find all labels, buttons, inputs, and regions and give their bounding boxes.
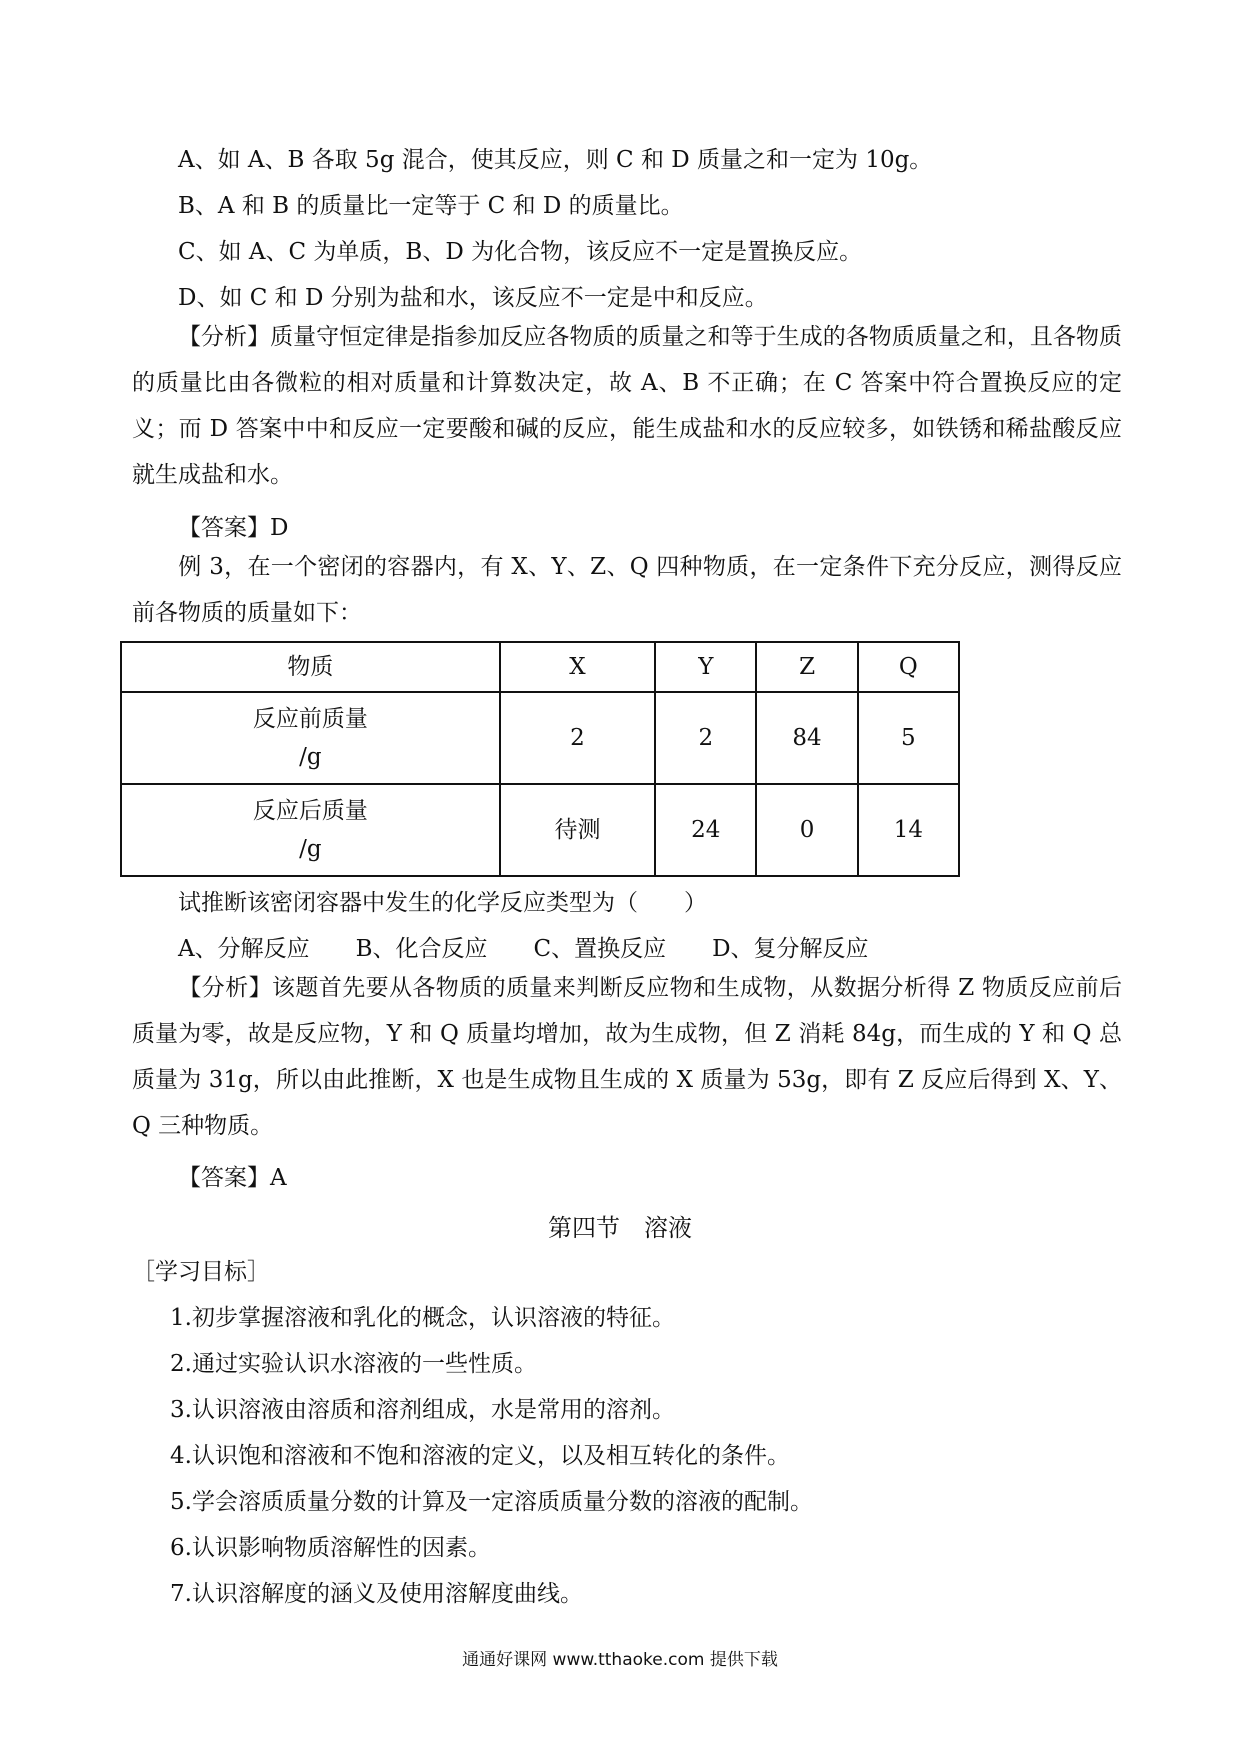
row-label-after [121, 784, 500, 876]
question-3: 试推断该密闭容器中发生的化学反应类型为（ ） [178, 890, 707, 916]
row-label-line2: /g [299, 744, 322, 770]
objective-item: 3.认识溶液由溶质和溶剂组成，水是常用的溶剂。 [170, 1397, 675, 1423]
page-footer: 通通好课网 www.tthaoke.com 提供下载 [462, 1650, 778, 1670]
option-b: B、A 和 B 的质量比一定等于 C 和 D 的质量比。 [178, 193, 684, 219]
table-header-cell: Y [655, 642, 756, 692]
table-cell: 24 [655, 784, 756, 876]
objectives-heading: ［学习目标］ [132, 1259, 270, 1285]
table-row-after [121, 784, 959, 876]
table-cell: 2 [655, 692, 756, 784]
table-row-before [121, 692, 959, 784]
answer-q3: 【答案】A [178, 1165, 287, 1191]
row-label-line2: /g [299, 836, 322, 862]
table-header-cell: Z [756, 642, 857, 692]
objective-item: 4.认识饱和溶液和不饱和溶液的定义，以及相互转化的条件。 [170, 1443, 790, 1469]
row-label-line1: 反应前质量 [252, 706, 368, 732]
example-3-text: 例 3，在一个密闭的容器内，有 X、Y、Z、Q 四种物质，在一定条件下充分反应，测得反应前各物质的质量如下： [132, 554, 1122, 626]
option-d: D、如 C 和 D 分别为盐和水，该反应不一定是中和反应。 [178, 285, 768, 311]
option-a: A、如 A、B 各取 5g 混合，使其反应，则 C 和 D 质量之和一定为 10g。 [178, 147, 933, 173]
table-cell: 2 [500, 692, 655, 784]
table-cell: 84 [756, 692, 857, 784]
objective-item: 7.认识溶解度的涵义及使用溶解度曲线。 [170, 1581, 583, 1607]
example-3-paragraph [132, 544, 1122, 636]
objective-item: 5.学会溶质质量分数的计算及一定溶质质量分数的溶液的配制。 [170, 1489, 813, 1515]
table-cell: 0 [756, 784, 857, 876]
row-label-line1: 反应后质量 [252, 798, 368, 824]
table-header-cell: 物质 [121, 642, 500, 692]
analysis-paragraph-q2 [132, 314, 1122, 498]
section-title: 第四节 溶液 [548, 1214, 692, 1242]
analysis-text: 【分析】质量守恒定律是指参加反应各物质的质量之和等于生成的各物质质量之和，且各物质的质量比由各微粒的相对质量和计算数决定，故 A、B 不正确；在 C 答案中符合置换反应的定义；而 D 答案中中和反应一定要酸和碱的反应，能生成盐和水的反应较多，如铁锈和稀盐酸反应就生成盐和水。 [132, 324, 1122, 488]
table-header-row [121, 642, 959, 692]
row-label-before [121, 692, 500, 784]
objective-item: 1.初步掌握溶液和乳化的概念，认识溶液的特征。 [170, 1305, 675, 1331]
objective-item: 6.认识影响物质溶解性的因素。 [170, 1535, 491, 1561]
table-cell: 5 [858, 692, 959, 784]
table-header-cell: Q [858, 642, 959, 692]
table-header-cell: X [500, 642, 655, 692]
mass-table [120, 641, 960, 877]
option-c: C、如 A、C 为单质，B、D 为化合物，该反应不一定是置换反应。 [178, 239, 863, 265]
analysis-paragraph-q3 [132, 965, 1122, 1149]
objective-item: 2.通过实验认识水溶液的一些性质。 [170, 1351, 537, 1377]
table-cell: 待测 [500, 784, 655, 876]
options-q3: A、分解反应 B、化合反应 C、置换反应 D、复分解反应 [178, 936, 869, 962]
answer-q2: 【答案】D [178, 515, 289, 541]
table-cell: 14 [858, 784, 959, 876]
analysis-text: 【分析】该题首先要从各物质的质量来判断反应物和生成物，从数据分析得 Z 物质反应前后质量为零，故是反应物，Y 和 Q 质量均增加，故为生成物，但 Z 消耗 84g，而生成的 Y 和 Q 总质量为 31g，所以由此推断，X 也是生成物且生成的 X 质量为 53g，即有 Z 反应后得到 X、Y、Q 三种物质。 [132, 975, 1122, 1139]
